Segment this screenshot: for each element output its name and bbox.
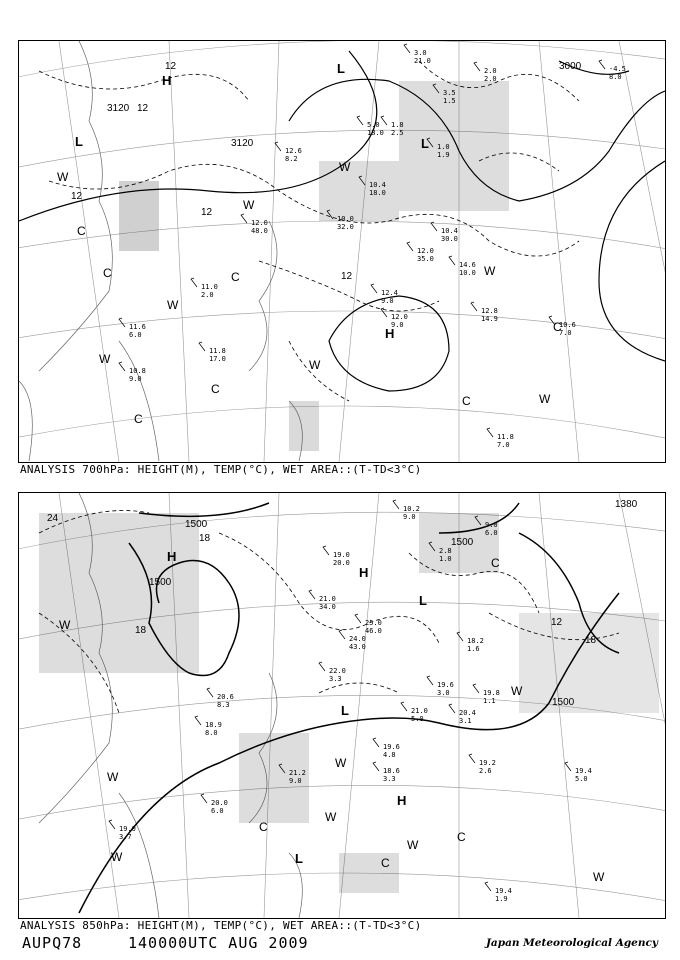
map-850hpa-canvas [19, 493, 665, 918]
cold-center-marker: C [553, 320, 562, 334]
station-dewpoint-depression: 46.0 [365, 627, 382, 635]
station-temperature: 25.0 [365, 619, 382, 627]
station-dewpoint-depression: 6.0 [485, 529, 498, 537]
station-temperature: 21.2 [289, 769, 306, 777]
station-plot [427, 676, 454, 697]
station-temperature: 1.8 [391, 121, 404, 129]
station-dewpoint-depression: 6.0 [211, 807, 224, 815]
contour-label: 1500 [185, 519, 208, 530]
station-plot [323, 546, 350, 567]
wind-barb-icon [357, 116, 363, 125]
station-plot [199, 342, 226, 363]
contour-label: 1500 [149, 577, 172, 588]
station-dewpoint-depression: 1.1 [483, 697, 496, 705]
wind-barb-icon [487, 428, 493, 437]
station-dewpoint-depression: 1.5 [443, 97, 456, 105]
wind-barb-icon [323, 546, 329, 555]
station-dewpoint-depression: 2.0 [484, 75, 497, 83]
station-dewpoint-depression: 2.0 [201, 291, 214, 299]
station-temperature: 12.6 [285, 147, 302, 155]
station-temperature: 19.4 [575, 767, 592, 775]
warm-center-marker: W [484, 264, 496, 278]
station-dewpoint-depression: 5.0 [411, 715, 424, 723]
station-dewpoint-depression: 14.9 [481, 315, 498, 323]
station-temperature: 11.8 [497, 433, 514, 441]
station-dewpoint-depression: 1.6 [467, 645, 480, 653]
warm-center-marker: W [111, 850, 123, 864]
station-temperature: 12.0 [417, 247, 434, 255]
station-dewpoint-depression: 8.2 [285, 155, 298, 163]
station-plot [195, 716, 222, 737]
low-pressure-marker: L [421, 136, 429, 151]
station-plot [487, 428, 514, 449]
station-temperature: 11.0 [201, 283, 218, 291]
station-temperature: 2.8 [439, 547, 452, 555]
station-plot [407, 242, 434, 263]
station-dewpoint-depression: 48.0 [251, 227, 268, 235]
wind-barb-icon [565, 762, 571, 771]
station-dewpoint-depression: 30.0 [441, 235, 458, 243]
cold-center-marker: C [77, 224, 86, 238]
wind-barb-icon [473, 684, 479, 693]
station-temperature: 19.0 [119, 825, 136, 833]
coastlines [19, 41, 302, 461]
wind-barb-icon [407, 242, 413, 251]
station-dewpoint-depression: 3.7 [119, 833, 132, 841]
cold-center-marker: C [457, 830, 466, 844]
station-dewpoint-depression: 8.3 [217, 701, 230, 709]
wind-barb-icon [599, 60, 605, 69]
wind-barb-icon [373, 762, 379, 771]
station-dewpoint-depression: 32.0 [337, 223, 354, 231]
wind-barb-icon [404, 44, 410, 53]
wind-barb-icon [373, 738, 379, 747]
station-plot [473, 684, 500, 705]
station-dewpoint-depression: 6.0 [129, 331, 142, 339]
station-temperature: 3.5 [443, 89, 456, 97]
warm-center-marker: W [335, 756, 347, 770]
station-temperature: -4.5 [609, 65, 626, 73]
wind-barb-icon [371, 284, 377, 293]
low-pressure-marker: L [75, 134, 83, 149]
station-dewpoint-depression: 1.9 [495, 895, 508, 903]
station-temperature: 12.4 [381, 289, 398, 297]
wind-barb-icon [449, 704, 455, 713]
product-code: AUPQ78 [22, 934, 83, 952]
low-pressure-marker: L [337, 61, 345, 76]
station-plot [339, 630, 366, 651]
station-temperature: 12.8 [481, 307, 498, 315]
station-temperature: 12.0 [391, 313, 408, 321]
wind-barb-icon [339, 630, 345, 639]
station-dewpoint-depression: 9.0 [403, 513, 416, 521]
caption-700hpa: ANALYSIS 700hPa: HEIGHT(M), TEMP(°C), WET AREA::(T-TD<3°C) [20, 463, 422, 476]
station-dewpoint-depression: 35.0 [417, 255, 434, 263]
station-dewpoint-depression: 1.9 [437, 151, 450, 159]
station-dewpoint-depression: 18.0 [367, 129, 384, 137]
station-temperature: 10.0 [337, 215, 354, 223]
wind-barb-icon [275, 142, 281, 151]
wind-barb-icon [109, 820, 115, 829]
station-dewpoint-depression: 18.0 [369, 189, 386, 197]
station-plot [201, 794, 228, 815]
contour-label: 1380 [615, 499, 638, 510]
station-dewpoint-depression: 7.0 [559, 329, 572, 337]
agency-name: Japan Meteorological Agency [485, 937, 658, 949]
contour-label: 1500 [451, 537, 474, 548]
warm-center-marker: W [407, 838, 419, 852]
contour-label: 3120 [107, 103, 130, 114]
station-dewpoint-depression: 7.0 [497, 441, 510, 449]
station-plot [404, 44, 431, 65]
station-temperature: 3.0 [414, 49, 427, 57]
wind-barb-icon [485, 882, 491, 891]
station-plot [357, 116, 384, 137]
station-plot [471, 302, 498, 323]
wind-barb-icon [401, 702, 407, 711]
station-dewpoint-depression: 43.0 [349, 643, 366, 651]
station-plot [565, 762, 592, 783]
warm-center-marker: W [59, 618, 71, 632]
warm-center-marker: W [243, 198, 255, 212]
wind-barb-icon [309, 590, 315, 599]
low-pressure-marker: L [419, 593, 427, 608]
station-temperature: 20.6 [217, 693, 234, 701]
cold-center-marker: C [381, 856, 390, 870]
station-observations [119, 44, 626, 449]
wind-barb-icon [474, 62, 480, 71]
wind-barb-icon [457, 632, 463, 641]
warm-center-marker: W [107, 770, 119, 784]
warm-center-marker: W [99, 352, 111, 366]
station-plot [309, 590, 336, 611]
warm-center-marker: W [339, 160, 351, 174]
station-temperature: 11.8 [209, 347, 226, 355]
high-pressure-marker: H [359, 565, 369, 580]
high-pressure-marker: H [385, 326, 395, 341]
contour-label: 24 [47, 513, 59, 524]
station-plot [355, 614, 382, 635]
map-700hpa-canvas [19, 41, 665, 462]
cold-center-marker: C [103, 266, 112, 280]
station-plot [373, 738, 400, 759]
station-plot [474, 62, 497, 83]
station-temperature: 1.0 [437, 143, 450, 151]
warm-center-marker: W [167, 298, 179, 312]
station-temperature: 19.4 [495, 887, 512, 895]
station-temperature: 20.0 [211, 799, 228, 807]
station-plot [393, 500, 420, 521]
warm-center-marker: W [57, 170, 69, 184]
station-temperature: 19.2 [479, 759, 496, 767]
contour-label: 18 [585, 635, 597, 646]
wet-areas [119, 81, 509, 451]
station-temperature: 19.0 [333, 551, 350, 559]
warm-center-marker: W [539, 392, 551, 406]
warm-center-marker: W [325, 810, 337, 824]
station-dewpoint-depression: 9.0 [381, 297, 394, 305]
station-dewpoint-depression: 21.0 [414, 57, 431, 65]
cold-center-marker: C [462, 394, 471, 408]
wind-barb-icon [471, 302, 477, 311]
station-dewpoint-depression: 3.3 [329, 675, 342, 683]
station-temperature: 9.0 [485, 521, 498, 529]
station-dewpoint-depression: 2.5 [391, 129, 404, 137]
valid-time: 140000UTC AUG 2009 [128, 934, 309, 952]
station-dewpoint-depression: 8.0 [609, 73, 622, 81]
wind-barb-icon [119, 362, 125, 371]
station-plot [191, 278, 218, 299]
warm-center-marker: W [309, 358, 321, 372]
station-dewpoint-depression: 8.0 [205, 729, 218, 737]
station-plot [449, 704, 476, 725]
wind-barb-icon [191, 278, 197, 287]
station-temperature: 10.2 [403, 505, 420, 513]
station-temperature: 10.8 [129, 367, 146, 375]
wind-barb-icon [119, 318, 125, 327]
contour-label: 3000 [559, 61, 582, 72]
caption-850hpa: ANALYSIS 850hPa: HEIGHT(M), TEMP(°C), WET AREA::(T-TD<3°C) [20, 919, 422, 932]
station-plot [485, 882, 512, 903]
station-plot [207, 688, 234, 709]
station-plot [371, 284, 398, 305]
high-pressure-marker: H [167, 549, 177, 564]
cold-center-marker: C [231, 270, 240, 284]
wind-barb-icon [449, 256, 455, 265]
station-dewpoint-depression: 4.8 [383, 751, 396, 759]
station-dewpoint-depression: 17.0 [209, 355, 226, 363]
station-temperature: 2.0 [484, 67, 497, 75]
wind-barb-icon [319, 662, 325, 671]
wind-barb-icon [427, 676, 433, 685]
station-dewpoint-depression: 9.0 [129, 375, 142, 383]
contour-label: 12 [165, 61, 177, 72]
map-850hpa [18, 492, 666, 919]
wind-barb-icon [393, 500, 399, 509]
station-plot [373, 762, 400, 783]
high-pressure-marker: H [162, 73, 172, 88]
station-plot [431, 222, 458, 243]
contour-label: 12 [201, 207, 213, 218]
station-plot [119, 362, 146, 383]
station-temperature: 11.6 [129, 323, 146, 331]
station-temperature: 20.4 [459, 709, 476, 717]
contour-label: 12 [341, 271, 353, 282]
wind-barb-icon [241, 214, 247, 223]
wind-barb-icon [355, 614, 361, 623]
station-dewpoint-depression: 20.0 [333, 559, 350, 567]
warm-center-marker: W [593, 870, 605, 884]
wind-barb-icon [195, 716, 201, 725]
station-temperature: 18.6 [383, 767, 400, 775]
station-plot [469, 754, 496, 775]
high-pressure-marker: H [397, 793, 407, 808]
station-dewpoint-depression: 3.3 [383, 775, 396, 783]
map-700hpa [18, 40, 666, 463]
warm-center-marker: W [511, 684, 523, 698]
station-dewpoint-depression: 5.0 [575, 775, 588, 783]
contour-label: 3120 [231, 138, 254, 149]
cold-center-marker: C [134, 412, 143, 426]
station-dewpoint-depression: 1.0 [439, 555, 452, 563]
station-temperature: 19.6 [383, 743, 400, 751]
contour-label: 12 [137, 103, 149, 114]
wind-barb-icon [207, 688, 213, 697]
station-temperature: 19.8 [483, 689, 500, 697]
station-temperature: 21.0 [411, 707, 428, 715]
station-plot [599, 60, 626, 81]
station-temperature: 18.2 [467, 637, 484, 645]
cold-center-marker: C [491, 556, 500, 570]
station-plot [449, 256, 476, 277]
station-temperature: 21.0 [319, 595, 336, 603]
station-dewpoint-depression: 34.0 [319, 603, 336, 611]
station-plot [275, 142, 302, 163]
station-plot [109, 820, 136, 841]
contour-label: 1500 [552, 697, 575, 708]
station-temperature: 12.0 [251, 219, 268, 227]
low-pressure-marker: L [341, 703, 349, 718]
station-plot [319, 662, 346, 683]
station-plot [457, 632, 484, 653]
wind-barb-icon [199, 342, 205, 351]
station-dewpoint-depression: 9.0 [391, 321, 404, 329]
station-dewpoint-depression: 3.1 [459, 717, 472, 725]
cold-center-marker: C [259, 820, 268, 834]
station-temperature: 14.6 [459, 261, 476, 269]
contour-label: 18 [199, 533, 211, 544]
station-dewpoint-depression: 10.0 [459, 269, 476, 277]
contour-label: 18 [135, 625, 147, 636]
station-temperature: 10.6 [559, 321, 576, 329]
station-temperature: 24.0 [349, 635, 366, 643]
cold-center-marker: C [211, 382, 220, 396]
station-plot [241, 214, 268, 235]
station-temperature: 10.4 [369, 181, 386, 189]
contour-label: 12 [551, 617, 563, 628]
contour-label: 12 [71, 191, 83, 202]
wind-barb-icon [381, 116, 387, 125]
wind-barb-icon [201, 794, 207, 803]
low-pressure-marker: L [295, 851, 303, 866]
station-temperature: 5.0 [367, 121, 380, 129]
station-temperature: 19.6 [437, 681, 454, 689]
station-dewpoint-depression: 9.0 [289, 777, 302, 785]
station-temperature: 10.4 [441, 227, 458, 235]
station-dewpoint-depression: 3.0 [437, 689, 450, 697]
wind-barb-icon [469, 754, 475, 763]
station-dewpoint-depression: 2.6 [479, 767, 492, 775]
station-temperature: 22.0 [329, 667, 346, 675]
station-temperature: 18.9 [205, 721, 222, 729]
